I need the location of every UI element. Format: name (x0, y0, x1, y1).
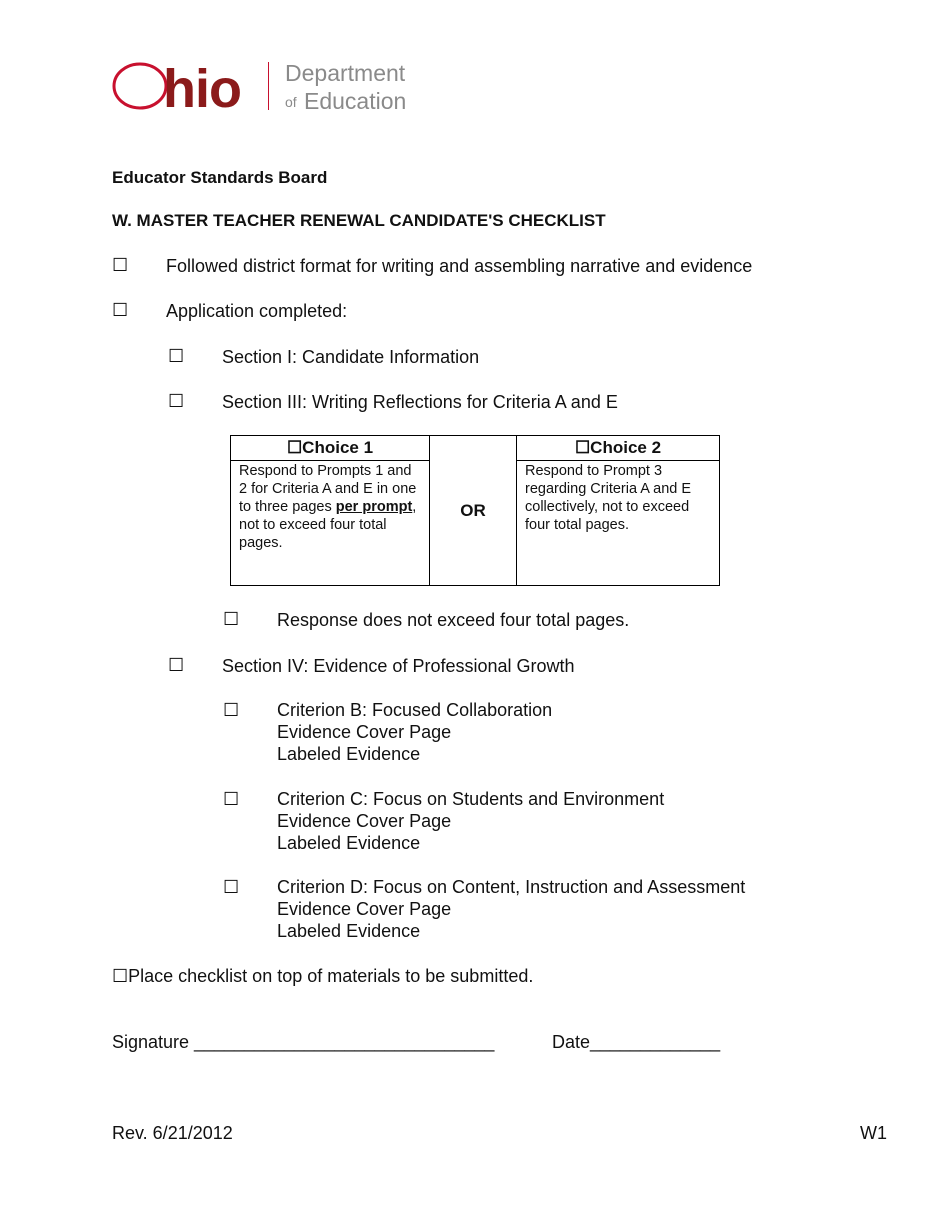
logo-wordmark: hio (163, 59, 241, 119)
criterion-b-title: Criterion B: Focused Collaboration (277, 700, 553, 720)
choice2-header-cell (517, 436, 720, 461)
checkbox-response[interactable]: ☐ (223, 609, 240, 629)
item-format: Followed district format for writing and assembling narrative and evidence (166, 256, 753, 276)
criterion-d-cover: Evidence Cover Page (277, 899, 452, 919)
checkbox-application[interactable]: ☐ (112, 300, 129, 320)
criterion-b-cover: Evidence Cover Page (277, 722, 452, 742)
choice1-text-emphasis: per prompt (335, 499, 413, 515)
criterion-b-labeled: Labeled Evidence (277, 744, 421, 764)
criterion-d-title: Criterion D: Focus on Content, Instruction and Assessment (277, 877, 746, 897)
checkbox-format[interactable]: ☐ (112, 255, 129, 275)
checkbox-criterion-b[interactable]: ☐ (223, 700, 240, 720)
checkbox-section4[interactable]: ☐ (168, 655, 185, 675)
checkbox-criterion-c[interactable]: ☐ (223, 789, 240, 809)
checkbox-section3[interactable]: ☐ (168, 391, 185, 411)
choice1-text (231, 461, 429, 585)
item-section4: Section IV: Evidence of Professional Growth (222, 656, 575, 676)
item-application: Application completed: (166, 301, 348, 321)
choice1-title[interactable]: ☐Choice 1 (286, 438, 374, 457)
item-response: Response does not exceed four total pages. (277, 610, 630, 630)
item-section3: Section III: Writing Reflections for Criteria A and E (222, 392, 618, 412)
criterion-c-cover: Evidence Cover Page (277, 811, 452, 831)
checkbox-criterion-d[interactable]: ☐ (223, 877, 240, 897)
choice1-text-b: , not to exceed four total pages. (239, 499, 417, 551)
checklist-title: W. MASTER TEACHER RENEWAL CANDIDATE'S CHECKLIST (112, 211, 606, 230)
choice1-header-cell (231, 436, 430, 461)
choice2-body-cell (517, 461, 720, 586)
logo-divider (268, 62, 269, 110)
board-heading: Educator Standards Board (112, 168, 328, 187)
criterion-c-labeled: Labeled Evidence (277, 833, 421, 853)
ohio-o-ring-icon (111, 61, 169, 111)
criterion-d-block (277, 876, 745, 942)
criterion-c-block (277, 788, 664, 854)
choice2-title[interactable]: ☐Choice 2 (574, 438, 662, 457)
criterion-d-labeled: Labeled Evidence (277, 921, 421, 941)
criterion-b-block (277, 699, 552, 765)
or-label: OR (460, 500, 486, 520)
revision-date: Rev. 6/21/2012 (112, 1123, 233, 1143)
dept-line1: Department (285, 60, 406, 86)
criterion-c-title: Criterion C: Focus on Students and Environment (277, 789, 665, 809)
choices-table (230, 435, 720, 586)
checkbox-section1[interactable]: ☐ (168, 346, 185, 366)
date-line[interactable]: Date_____________ (552, 1032, 721, 1052)
choice1-body-cell (231, 461, 430, 586)
page-number: W1 (860, 1123, 887, 1143)
dept-of: of (285, 94, 297, 110)
choice1-text-a: Respond to Prompts 1 and 2 for Criteria A and E in one to three pages (239, 463, 417, 515)
item-place-checklist[interactable]: ☐Place checklist on top of materials to be submitted. (112, 966, 534, 986)
choice2-text: Respond to Prompt 3 regarding Criteria A and E collectively, not to exceed four total pages. (525, 463, 692, 533)
item-section1: Section I: Candidate Information (222, 347, 480, 367)
signature-line[interactable]: Signature ______________________________ (112, 1032, 495, 1052)
dept-line2: Education (304, 88, 407, 114)
or-cell (430, 436, 517, 586)
